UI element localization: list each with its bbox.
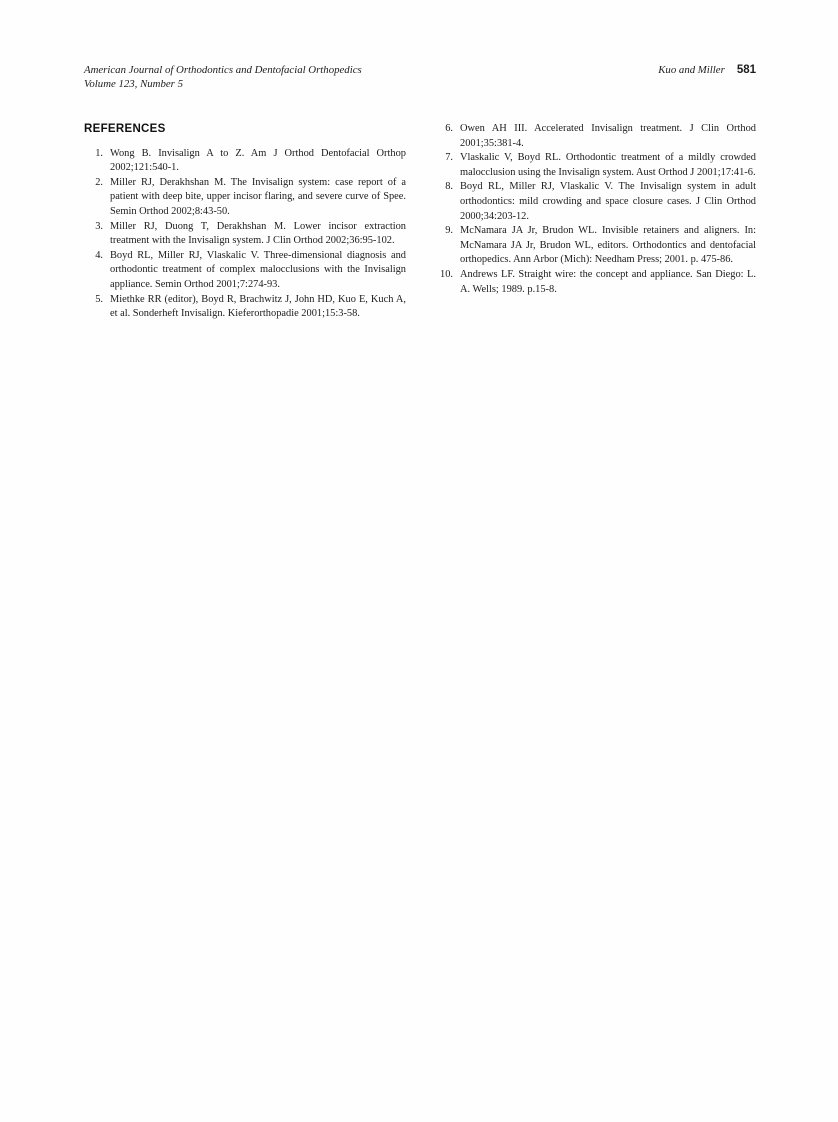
reference-text: Andrews LF. Straight wire: the concept and appliance. San Diego: L. A. Wells; 1989. p.15-8. <box>460 268 756 295</box>
reference-item <box>434 151 756 180</box>
reference-item <box>434 180 756 224</box>
reference-number: 1. <box>95 147 103 159</box>
reference-number: 5. <box>95 293 103 305</box>
reference-text: Boyd RL, Miller RJ, Vlaskalic V. The Invisalign system in adult orthodontics: mild crowding and space closure cases. J Clin Orthod 2000;34:203-12. <box>460 181 756 222</box>
reference-number: 6. <box>445 123 453 134</box>
journal-header-right <box>658 63 756 77</box>
reference-number: 3. <box>95 220 103 232</box>
reference-list-right <box>434 122 756 297</box>
reference-number: 8. <box>445 181 453 193</box>
reference-number: 7. <box>445 152 453 164</box>
reference-number: 10. <box>440 268 453 280</box>
references-right-column <box>434 122 756 322</box>
reference-number: 9. <box>445 225 453 237</box>
reference-list-left <box>84 147 406 322</box>
reference-item <box>84 249 406 293</box>
page-number: 581 <box>736 64 756 76</box>
reference-text: Miethke RR (editor), Boyd R, Brachwitz J, John HD, Kuo E, Kuch A, et al. Sonderheft Invisalign. Kieferorthopadie 2001;15:3-58. <box>110 293 406 320</box>
running-authors: Kuo and Miller <box>658 64 725 76</box>
journal-issue: Volume 123, Number 5 <box>84 78 183 90</box>
reference-item <box>84 147 406 176</box>
reference-number: 4. <box>95 249 103 261</box>
reference-text: Miller RJ, Duong T, Derakhshan M. Lower incisor extraction treatment with the Invisalign system. J Clin Orthod 2002;36:95-102. <box>110 220 406 247</box>
reference-text: Boyd RL, Miller RJ, Vlaskalic V. Three-dimensional diagnosis and orthodontic treatment of complex malocclusions with the Invisalign appliance. Semin Orthod 2001;7:274-93. <box>110 249 406 290</box>
reference-item <box>84 220 406 249</box>
reference-text: Vlaskalic V, Boyd RL. Orthodontic treatment of a mildly crowded malocclusion using the Invisalign system. Aust Orthod J 2001;17:41-6. <box>460 152 756 178</box>
journal-title: American Journal of Orthodontics and Dentofacial Orthopedics <box>84 64 362 76</box>
reference-text: Wong B. Invisalign A to Z. Am J Orthod Dentofacial Orthop 2002;121:540-1. <box>110 147 406 174</box>
reference-item <box>434 268 756 297</box>
journal-header-left <box>84 63 362 91</box>
page-header <box>84 63 756 91</box>
reference-item <box>84 176 406 220</box>
reference-item <box>84 293 406 322</box>
references-section <box>84 122 756 322</box>
reference-number: 2. <box>95 176 103 188</box>
references-heading: REFERENCES <box>84 123 166 135</box>
reference-item <box>434 224 756 268</box>
reference-text: Owen AH III. Accelerated Invisalign treatment. J Clin Orthod 2001;35:381-4. <box>460 123 756 149</box>
reference-text: McNamara JA Jr, Brudon WL. Invisible retainers and aligners. In: McNamara JA Jr, Brudon WL, editors. Orthodontics and dentofacial orthopedics. Ann Arbor (Mich): Needham Press; 2001. p. 475-86. <box>460 225 756 266</box>
reference-text: Miller RJ, Derakhshan M. The Invisalign system: case report of a patient with deep bite, upper incisor flaring, and severe curve of Spee. Semin Orthod 2002;8:43-50. <box>110 176 406 217</box>
references-left-column <box>84 122 406 322</box>
reference-item <box>434 122 756 151</box>
